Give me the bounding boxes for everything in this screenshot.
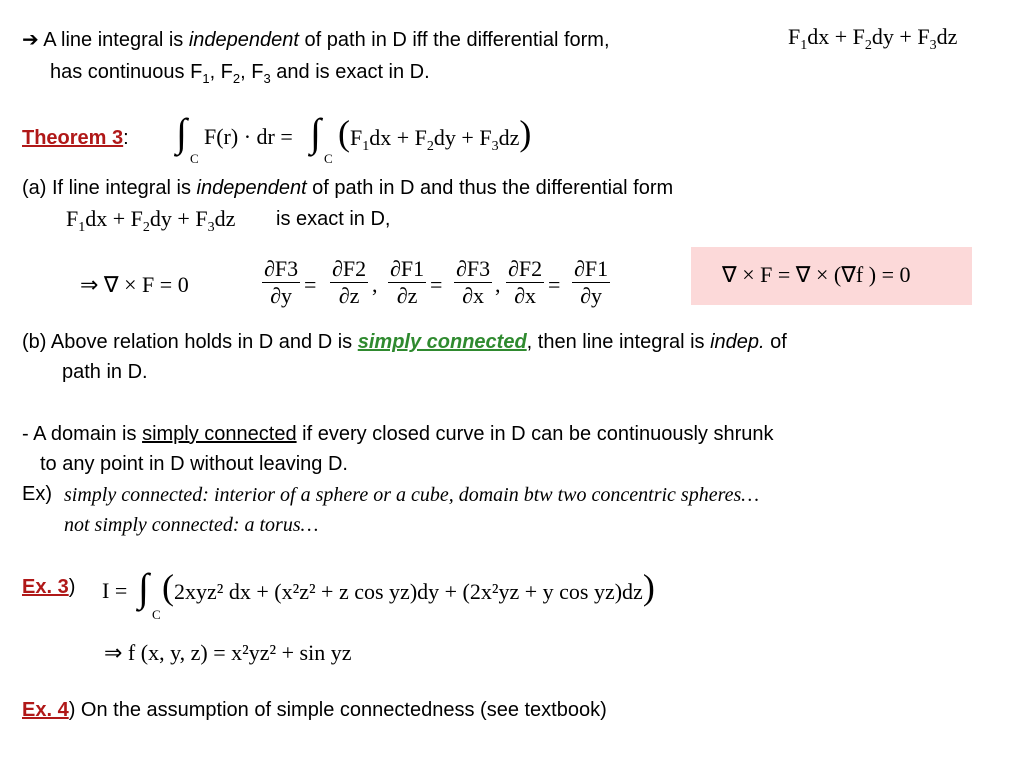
fraction-3: $\frac{\partial F1}{\partial z}$ <box>390 256 425 308</box>
part-a-line-1: (a) If line integral is independent of path in D and thus the differential form <box>22 177 674 199</box>
part-a-exact: is exact in D, <box>276 208 391 230</box>
fraction-2: $\frac{\partial F2}{\partial z}$ <box>332 256 367 308</box>
intro-text-post: of path in D iff the differential form, <box>298 29 610 51</box>
theorem-label: Theorem 3 <box>22 127 124 149</box>
part-b-line-2: path in D. <box>62 361 148 383</box>
ex3-heading: Ex. 3) <box>22 576 76 598</box>
ex3-I: I = <box>102 578 128 603</box>
theorem-eq-right: $(F_1dx + F_2dy + F_3dz)$ <box>338 113 532 154</box>
integral-sub-right: C <box>324 151 333 166</box>
theorem-heading: Theorem 3: <box>22 127 129 149</box>
fraction-5: $\frac{\partial F2}{\partial x}$ <box>508 256 543 308</box>
intro-independent: independent <box>188 29 299 51</box>
part-a-form: $F_1dx + F_2dy + F_3dz$ <box>66 206 236 235</box>
ex3-equation: (2xyz² dx + (x²z² + z cos yz)dy + (2x²yz + y cos yz)dz) <box>162 567 655 607</box>
theorem-eq-left: F(r) · dr = <box>204 124 293 149</box>
ex4-label: Ex. 4 <box>22 699 69 721</box>
ex4-line: Ex. 4) On the assumption of simple connectedness (see textbook) <box>22 699 607 721</box>
integral-sign-right: ∫ <box>310 110 321 155</box>
arrow-icon: ➔ <box>22 29 39 51</box>
examples-label: Ex) <box>22 483 52 505</box>
curl-zero-implication: ⇒ ∇ × F = 0 <box>80 272 189 297</box>
curl-gradient-equation: ∇ × F = ∇ × (∇f ) = 0 <box>722 262 911 287</box>
ex3-integral-sub: C <box>152 607 161 622</box>
fraction-1: $\frac{\partial F3}{\partial y}$ <box>264 256 299 308</box>
examples-line-1: simply connected: interior of a sphere or a cube, domain btw two concentric spheres… <box>64 484 760 506</box>
intro-line-2: has continuous $F_1$, $F_2$, $F_3$ and is exact in D. <box>50 61 430 86</box>
fraction-4: $\frac{\partial F3}{\partial x}$ <box>456 256 491 308</box>
integral-sub-left: C <box>190 151 199 166</box>
intro-line-1 <box>22 28 610 52</box>
definition-line-1: - A domain is simply connected if every closed curve in D can be continuously shrunk <box>22 423 774 445</box>
integral-sign-left: ∫ <box>176 110 187 155</box>
examples-line-2: not simply connected: a torus… <box>64 514 319 536</box>
definition-line-2: to any point in D without leaving D. <box>40 453 348 475</box>
ex3-result: ⇒ f (x, y, z) = x²yz² + sin yz <box>104 640 352 665</box>
ex3-integral-sign: ∫ <box>138 565 149 610</box>
intro-differential-form: $F_1dx + F_2dy + F_3dz$ <box>788 24 958 53</box>
part-b-line-1: (b) Above relation holds in D and D is simply connected, then line integral is indep. of <box>22 331 787 353</box>
intro-text-pre: A line integral is <box>43 29 189 51</box>
simply-connected-highlight: simply connected <box>357 331 527 353</box>
fraction-6: $\frac{\partial F1}{\partial y}$ <box>574 256 609 308</box>
ex3-label: Ex. 3 <box>22 576 69 598</box>
